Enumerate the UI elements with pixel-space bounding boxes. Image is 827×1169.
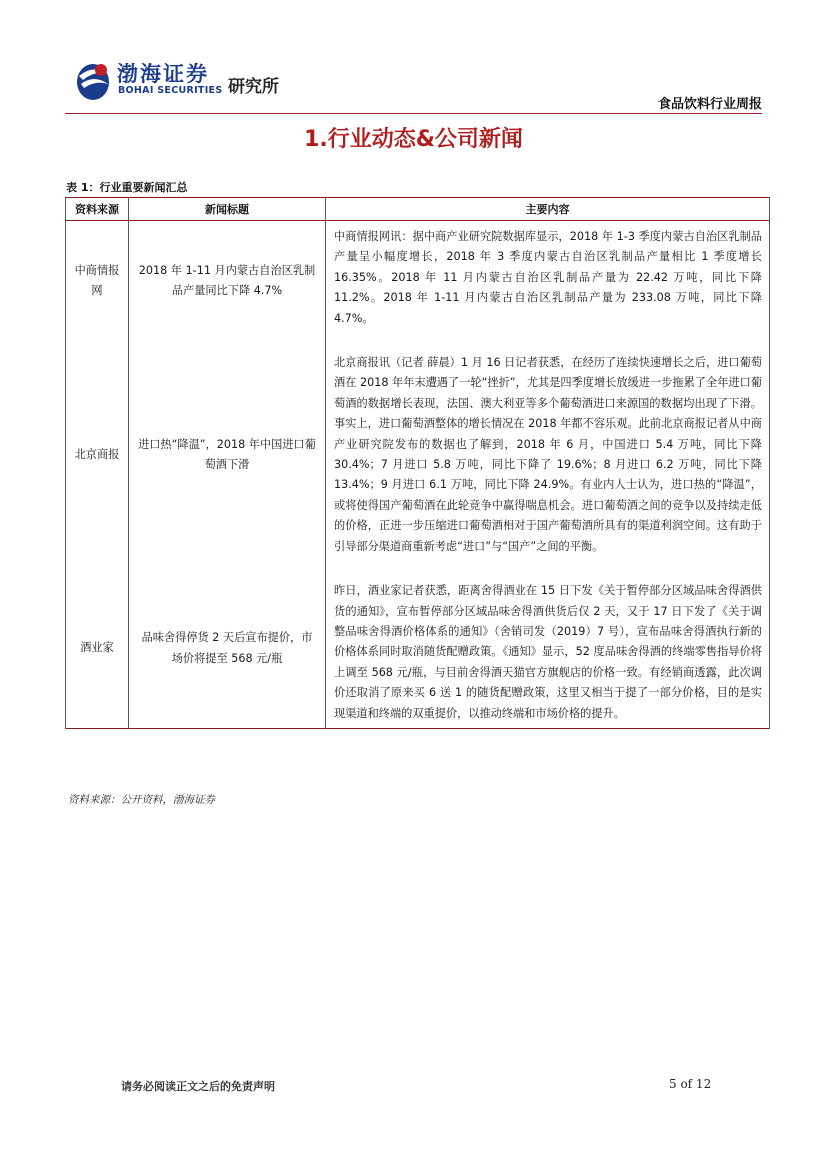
news-content: 昨日，酒业家记者获悉，距离舍得酒业在 15 日下发《关于暂停部分区域品味舍得酒供货的通知》，宣布暂停部分区域品味舍得酒供货后仅 2 天，又于 17 日下发了《关于调整品味舍得酒价格体系的通知》（舍销司发（2019）7 号），宣布品味舍得酒执行新的价格体系同时取消随货配赠政策。《通知》显示，52 度品味舍得酒的终端零售指导价将上调至 568 元/瓶，与目前舍得酒天猫官方旗舰店的价格一致。有经销商透露，此次调价还取消了原来买 6 送 1 的随货配赠政策，这里又相当于提了一部分价格，目的是实现渠道和终端的双重提价，以推动终端和市场价格的提升。 bbox=[326, 569, 770, 728]
institute-name: 研究所 bbox=[228, 77, 279, 97]
news-content: 中商情报网讯：据中商产业研究院数据库显示，2018 年 1-3 季度内蒙古自治区乳制品产量呈小幅度增长，2018 年 3 季度内蒙古自治区乳制品产量相比 1 季度增长 16.35%。2018 年 11 月内蒙古自治区乳制品产量为 22.42 万吨，同比下降 11.2%。2018 年 1-11 月内蒙古自治区乳制品产量为 233.08 万吨，同比下降 4.7%。 bbox=[326, 221, 770, 342]
bohai-logo-icon bbox=[75, 60, 111, 102]
news-source: 酒业家 bbox=[66, 569, 129, 728]
news-title: 2018 年 1-11 月内蒙古自治区乳制品产量同比下降 4.7% bbox=[129, 221, 326, 342]
table-row bbox=[66, 221, 770, 342]
brand-name-en: BOHAI SECURITIES bbox=[118, 85, 223, 96]
table-row bbox=[66, 569, 770, 728]
header-source: 资料来源 bbox=[66, 198, 129, 221]
news-content: 北京商报讯（记者 薛晨）1 月 16 日记者获悉，在经历了连续快速增长之后，进口葡萄酒在 2018 年年末遭遇了一轮“挫折”，尤其是四季度增长放缓进一步拖累了全年进口葡萄酒的数据增长表现，法国、澳大利亚等多个葡萄酒进口来源国的数据均出现了下滑。事实上，进口葡萄酒整体的增长情况在 2018 年都不容乐观。此前北京商报记者从中商产业研究院发布的数据也了解到，2018 年 6 月，中国进口 5.4 万吨，同比下降 30.4%；7 月进口 5.8 万吨，同比下降了 19.6%；8 月进口 6.2 万吨，同比下降 13.4%；9 月进口 6.1 万吨，同比下降 24.9%。有业内人士认为，进口热的“降温”，或将使得国产葡萄酒在此轮竞争中赢得喘息机会。进口葡萄酒之间的竞争以及持续走低的价格，正进一步压缩进口葡萄酒相对于国产葡萄酒所具有的渠道利润空间。这有助于引导部分渠道商重新考虑“进口”与“国产”之间的平衡。 bbox=[326, 341, 770, 569]
news-source: 北京商报 bbox=[66, 341, 129, 569]
page-number: 5 of 12 bbox=[669, 1077, 712, 1091]
report-name: 食品饮料行业周报 bbox=[657, 97, 762, 112]
table-row bbox=[66, 341, 770, 569]
table-header-row bbox=[66, 198, 770, 221]
section-title: 1.行业动态&公司新闻 bbox=[304, 127, 523, 152]
news-source: 中商情报网 bbox=[66, 221, 129, 342]
footer-disclaimer: 请务必阅读正文之后的免责声明 bbox=[121, 1080, 275, 1093]
page-header bbox=[65, 52, 762, 112]
news-table bbox=[65, 197, 770, 729]
header-title: 新闻标题 bbox=[129, 198, 326, 221]
table-caption: 表 1：行业重要新闻汇总 bbox=[66, 181, 188, 194]
brand-name-cn: 渤海证券 bbox=[117, 62, 209, 86]
news-title: 进口热“降温”，2018 年中国进口葡萄酒下滑 bbox=[129, 341, 326, 569]
header-content: 主要内容 bbox=[326, 198, 770, 221]
news-title: 品味舍得停货 2 天后宣布提价，市场价将提至 568 元/瓶 bbox=[129, 569, 326, 728]
header-divider bbox=[65, 113, 762, 114]
table-source-note: 资料来源：公开资料，渤海证券 bbox=[68, 794, 215, 806]
